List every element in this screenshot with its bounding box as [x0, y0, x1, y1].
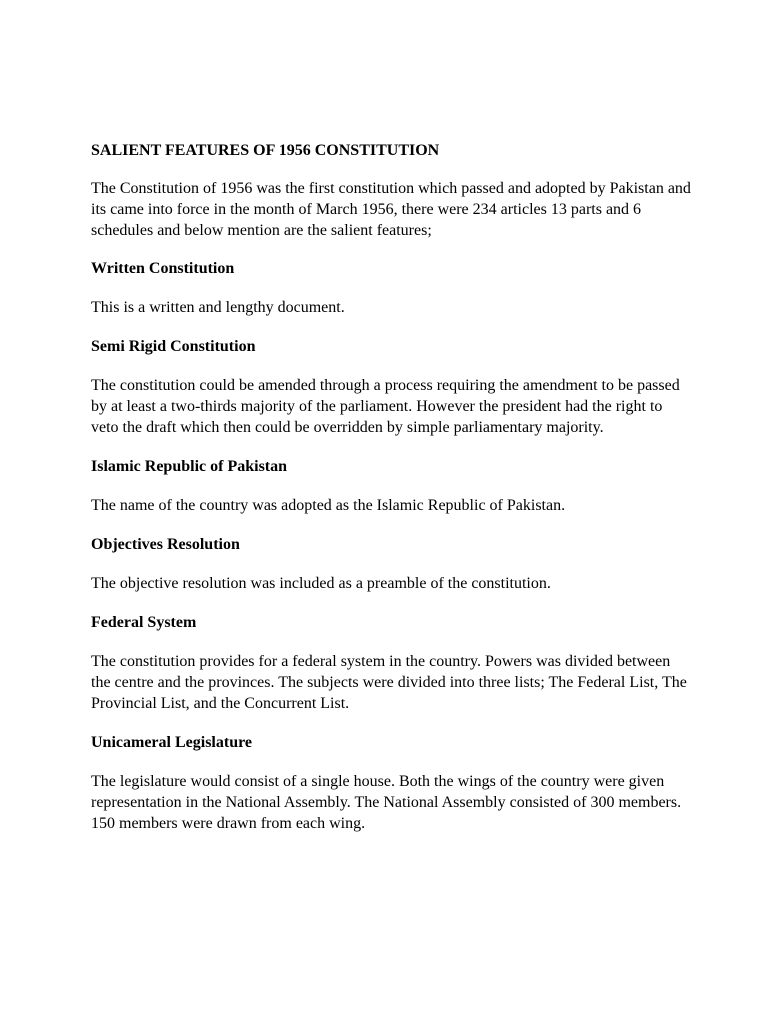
section-body: The name of the country was adopted as the Islamic Republic of Pakistan.	[91, 497, 566, 514]
document-title: SALIENT FEATURES OF 1956 CONSTITUTION	[91, 142, 440, 159]
section-heading: Written Constitution	[91, 260, 235, 277]
section-body: The constitution provides for a federal system in the country. Powers was divided between the centre and the provinces. The subjects were divided into three lists; The Federal List, The Provincial List, and the Concurrent List.	[91, 653, 687, 712]
section-body: The legislature would consist of a single house. Both the wings of the country were given representation in the National Assembly. The National Assembly consisted of 300 members. 150 members were drawn from each wing.	[91, 773, 682, 832]
section-semi-rigid-constitution	[91, 336, 691, 438]
section-heading: Islamic Republic of Pakistan	[91, 458, 288, 475]
section-heading: Federal System	[91, 614, 197, 631]
intro-paragraph: The Constitution of 1956 was the first constitution which passed and adopted by Pakistan and its came into force in the month of March 1956, there were 234 articles 13 parts and 6 schedules and below mention are the salient features;	[91, 180, 691, 239]
section-heading: Objectives Resolution	[91, 536, 240, 553]
section-body: The objective resolution was included as a preamble of the constitution.	[91, 575, 551, 592]
document-page	[91, 140, 691, 852]
section-islamic-republic	[91, 456, 691, 516]
section-heading: Semi Rigid Constitution	[91, 338, 256, 355]
section-body: The constitution could be amended through a process requiring the amendment to be passed by at least a two-thirds majority of the parliament. However the president had the right to veto the draft which then could be overridden by simple parliamentary majority.	[91, 377, 680, 436]
section-unicameral-legislature	[91, 732, 691, 834]
section-written-constitution	[91, 258, 691, 318]
section-objectives-resolution	[91, 534, 691, 594]
section-federal-system	[91, 612, 691, 714]
section-body: This is a written and lengthy document.	[91, 299, 345, 316]
section-heading: Unicameral Legislature	[91, 734, 253, 751]
